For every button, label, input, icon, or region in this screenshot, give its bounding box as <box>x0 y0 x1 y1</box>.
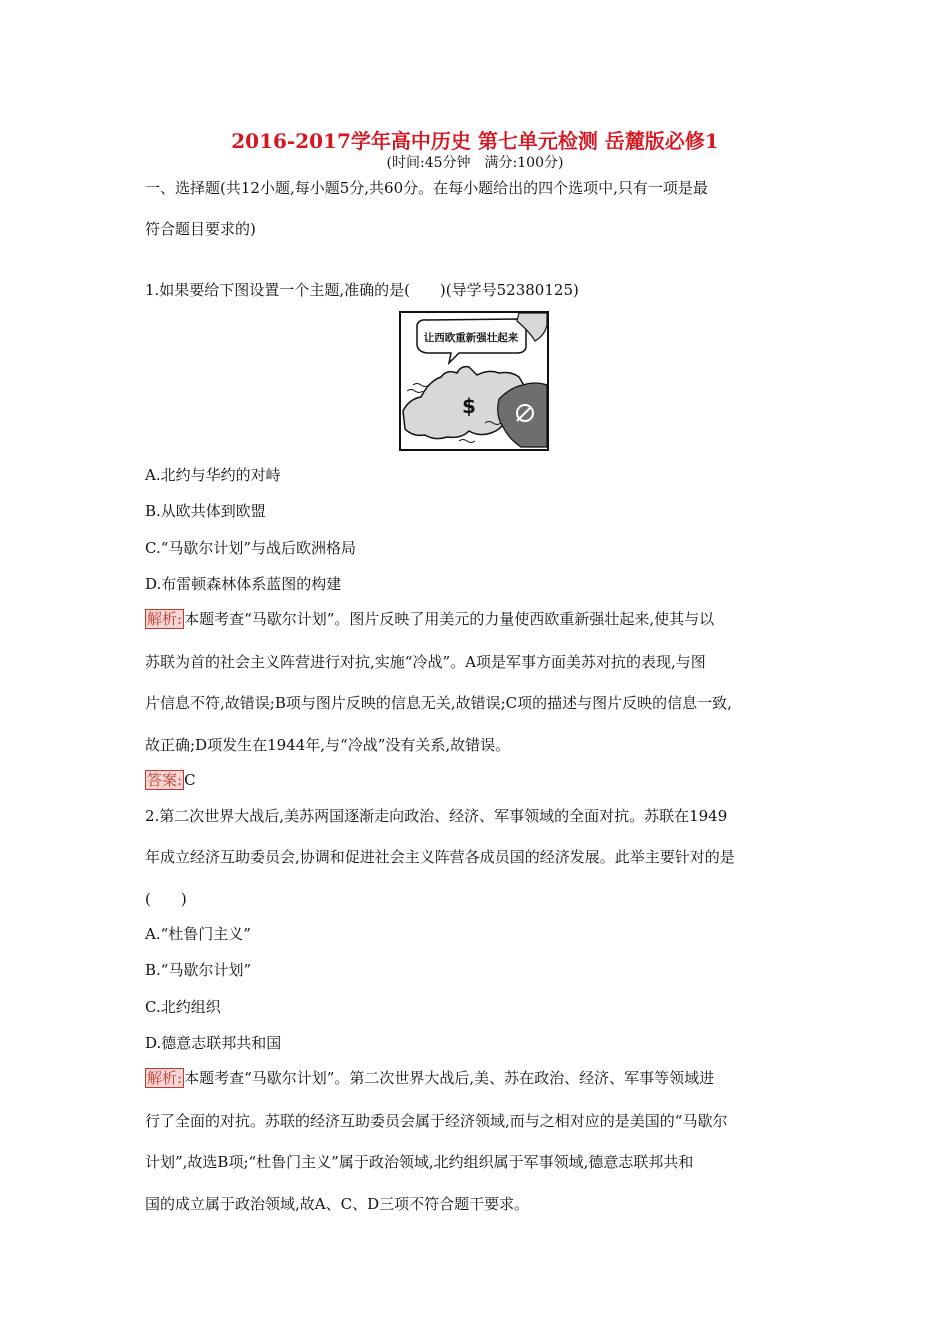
answer-label: 答案: <box>147 771 183 789</box>
question-2-option-a: A.“杜鲁门主义” <box>145 925 251 943</box>
analysis-label: 解析: <box>147 1069 183 1087</box>
question-1-option-a: A.北约与华约的对峙 <box>145 466 281 484</box>
page-subtitle: (时间:45分钟 满分:100分) <box>386 155 564 171</box>
cartoon-drawing <box>399 311 549 451</box>
question-2-stem-line-3: ( ) <box>145 890 187 908</box>
question-2-analysis-line-2: 行了全面的对抗。苏联的经济互助委员会属于经济领域,而与之相对应的是美国的“马歇尔 <box>145 1112 728 1130</box>
question-1-option-b: B.从欧共体到欧盟 <box>145 502 266 520</box>
question-2-option-d: D.德意志联邦共和国 <box>145 1034 282 1052</box>
question-1-option-d: D.布雷顿森林体系蓝图的构建 <box>145 575 342 593</box>
question-1-analysis-line-2: 苏联为首的社会主义阵营进行对抗,实施“冷战”。A项是军事方面美苏对抗的表现,与图 <box>145 653 706 671</box>
answer-value: C <box>184 771 196 789</box>
section-instructions-line-1: 一、选择题(共12小题,每小题5分,共60分。在每小题给出的四个选项中,只有一项是最 <box>145 179 708 197</box>
question-1-option-c: C.“马歇尔计划”与战后欧洲格局 <box>145 539 357 557</box>
question-2-stem-line-1: 2.第二次世界大战后,美苏两国逐渐走向政治、经济、军事领域的全面对抗。苏联在1949 <box>145 807 728 825</box>
analysis-label: 解析: <box>147 610 183 628</box>
question-2-option-b: B.“马歇尔计划” <box>145 961 252 979</box>
question-1-analysis-line-4: 故正确;D项发生在1944年,与“冷战”没有关系,故错误。 <box>145 736 511 754</box>
question-2-stem-line-2: 年成立经济互助委员会,协调和促进社会主义阵营各成员国的经济发展。此举主要针对的是 <box>145 848 735 866</box>
section-instructions-line-2: 符合题目要求的) <box>145 220 256 238</box>
analysis-text: 本题考查“马歇尔计划”。图片反映了用美元的力量使西欧重新强壮起来,使其与以 <box>184 610 715 628</box>
question-2-option-c: C.北约组织 <box>145 998 221 1016</box>
question-1-analysis-line-1 <box>145 608 714 629</box>
question-1-analysis-line-3: 片信息不符,故错误;B项与图片反映的信息无关,故错误;C项的描述与图片反映的信息一致, <box>145 694 732 712</box>
question-1-answer <box>145 769 196 790</box>
analysis-text: 本题考查“马歇尔计划”。第二次世界大战后,美、苏在政治、经济、军事等领域进 <box>184 1069 715 1087</box>
question-2-analysis-line-1 <box>145 1067 714 1088</box>
cartoon-caption: 让西欧重新强壮起来 <box>423 332 519 344</box>
page-title: 2016-2017学年高中历史 第七单元检测 岳麓版必修1 <box>231 129 719 153</box>
question-2-analysis-line-3: 计划”,故选B项;“杜鲁门主义”属于政治领域,北约组织属于军事领域,德意志联邦共和 <box>145 1153 694 1171</box>
cartoon-image <box>399 311 549 451</box>
question-2-analysis-line-4: 国的成立属于政治领域,故A、C、D三项不符合题干要求。 <box>145 1195 530 1213</box>
dollar-symbol: $ <box>462 394 476 418</box>
question-1-stem: 1.如果要给下图设置一个主题,准确的是( )(导学号52380125) <box>145 281 579 299</box>
